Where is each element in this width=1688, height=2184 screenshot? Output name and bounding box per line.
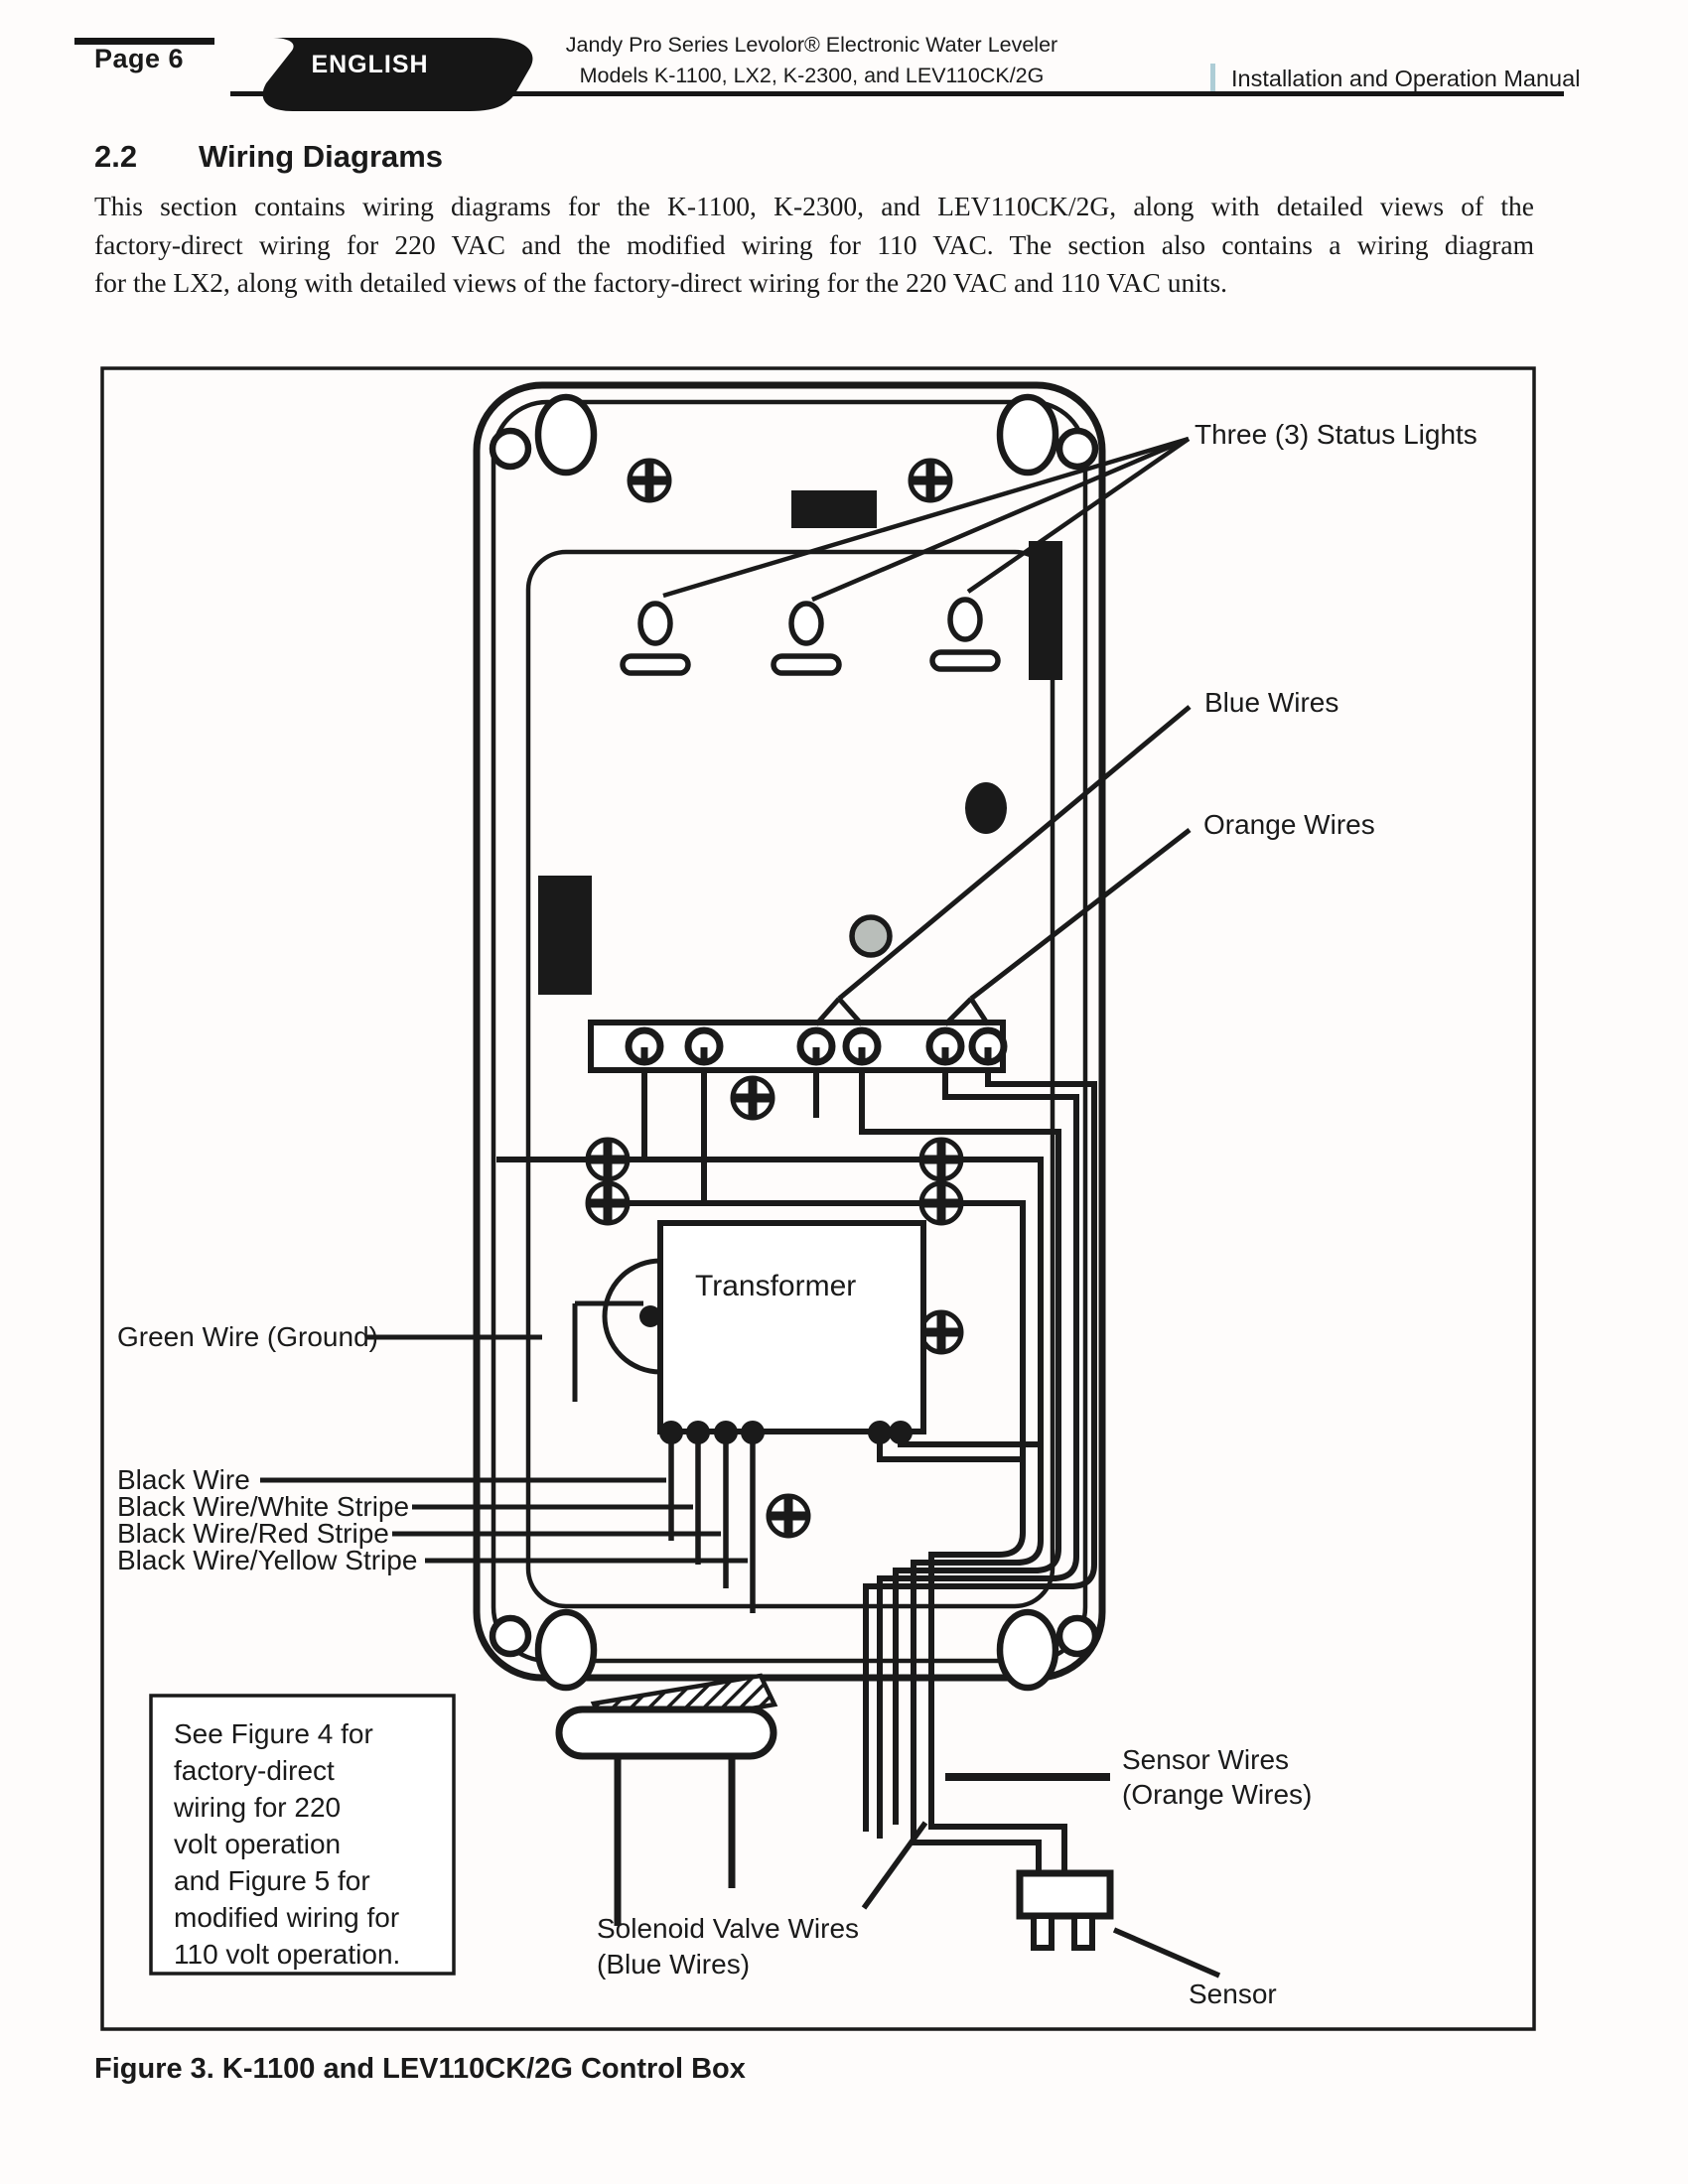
terminal-screw-icon — [846, 1030, 878, 1062]
strain-relief-body — [559, 1709, 774, 1756]
intro-line: for the LX2, along with detailed views of the factory-direct wiring for the 220 VAC and 110 VAC units. — [94, 267, 1228, 298]
component-bar-right — [1029, 541, 1062, 680]
gray-led — [852, 917, 890, 955]
wire — [901, 1433, 1041, 1444]
solenoid-wire — [880, 1557, 1076, 1839]
orange-wires-leader — [945, 830, 1190, 1024]
status-light-led — [950, 600, 980, 639]
mount-hole-large — [538, 1612, 594, 1688]
sensor-wires-label-line2: (Orange Wires) — [1122, 1779, 1313, 1810]
note-line: factory-direct — [174, 1755, 335, 1786]
note-line: modified wiring for — [174, 1902, 400, 1933]
status-light-slot — [774, 656, 839, 673]
sensor-leader — [1114, 1930, 1219, 1976]
black-wire-red-label: Black Wire/Red Stripe — [117, 1518, 389, 1549]
mount-hole-large — [538, 397, 594, 473]
terminal-screw-icon — [972, 1030, 1004, 1062]
terminal-screw-icon — [688, 1030, 720, 1062]
page-number-label: Page 6 — [94, 44, 185, 73]
mount-hole-small — [1059, 1618, 1095, 1654]
screw-icon — [921, 1183, 961, 1223]
terminal-block — [591, 1023, 1004, 1070]
screw-icon — [769, 1496, 808, 1536]
language-tab: ENGLISH — [311, 51, 429, 78]
mount-hole-small — [492, 1618, 528, 1654]
sensor-prong — [1074, 1916, 1092, 1948]
connector-block-top — [791, 490, 877, 528]
document-title-line1: Jandy Pro Series Levolor® Electronic Water Leveler — [565, 33, 1058, 57]
intro-line: factory-direct wiring for 220 VAC and the modified wiring for 110 VAC. The section also contains a wiring diagram — [94, 228, 1534, 260]
solenoid-wires-label-line2: (Blue Wires) — [597, 1949, 751, 1979]
mount-hole-large — [1000, 397, 1055, 473]
status-lights-label: Three (3) Status Lights — [1195, 419, 1477, 450]
screw-icon — [588, 1140, 628, 1179]
screw-icon — [733, 1078, 773, 1118]
note-line: 110 volt operation. — [174, 1939, 401, 1970]
terminal-screw-icon — [929, 1030, 961, 1062]
solenoid-wires-label-line1: Solenoid Valve Wires — [597, 1913, 860, 1944]
black-wire-white-label: Black Wire/White Stripe — [117, 1491, 410, 1522]
green-wire-label: Green Wire (Ground) — [117, 1321, 378, 1352]
sensor-wires-label-line1: Sensor Wires — [1122, 1744, 1290, 1775]
manual-title: Installation and Operation Manual — [1231, 66, 1581, 91]
note-line: volt operation — [174, 1829, 342, 1859]
strain-relief — [559, 1676, 774, 1926]
transformer-label: Transformer — [695, 1270, 857, 1302]
screw-icon — [630, 461, 669, 500]
black-wire-yellow-label: Black Wire/Yellow Stripe — [117, 1545, 418, 1575]
terminal-screw-icon — [629, 1030, 660, 1062]
sensor-prong — [1034, 1916, 1052, 1948]
transformer-box — [660, 1223, 923, 1432]
component-bar-left — [538, 876, 592, 995]
section-number: 2.2 — [94, 139, 138, 174]
sensor-label: Sensor — [1189, 1979, 1277, 2009]
mount-hole-large — [1000, 1612, 1055, 1688]
status-light-slot — [623, 656, 688, 673]
black-grommet — [965, 782, 1007, 834]
note-line: See Figure 4 for — [174, 1718, 373, 1749]
solenoid-wires-leader — [864, 1823, 925, 1908]
intro-line: This section contains wiring diagrams for the K-1100, K-2300, and LEV110CK/2G, along with detailed views of the — [94, 191, 1534, 221]
mount-hole-small — [492, 431, 528, 467]
screw-icon — [588, 1183, 628, 1223]
orange-wires-label: Orange Wires — [1203, 809, 1375, 840]
inner-panel-outline — [528, 552, 1053, 1606]
document-title-line2: Models K-1100, LX2, K-2300, and LEV110CK/2G — [579, 64, 1045, 87]
blue-wires-label: Blue Wires — [1204, 687, 1339, 718]
green-ground-wire — [575, 1303, 643, 1402]
status-light-led — [791, 604, 821, 643]
sensor-plug — [1020, 1873, 1110, 1948]
status-lights — [623, 600, 998, 673]
transformer — [605, 1223, 923, 1444]
screw-icon — [921, 1312, 961, 1352]
note-box — [151, 1696, 454, 1974]
screw-icon — [911, 461, 950, 500]
black-wire-label: Black Wire — [117, 1464, 250, 1495]
note-line: and Figure 5 for — [174, 1865, 370, 1896]
mount-hole-small — [1059, 431, 1095, 467]
screw-icon — [921, 1140, 961, 1179]
status-light-led — [640, 604, 670, 643]
status-light-slot — [932, 652, 998, 669]
figure-caption: Figure 3. K-1100 and LEV110CK/2G Control Box — [94, 2053, 746, 2085]
terminal-screw-icon — [800, 1030, 832, 1062]
note-line: wiring for 220 — [174, 1792, 342, 1823]
section-title: Wiring Diagrams — [199, 139, 444, 174]
